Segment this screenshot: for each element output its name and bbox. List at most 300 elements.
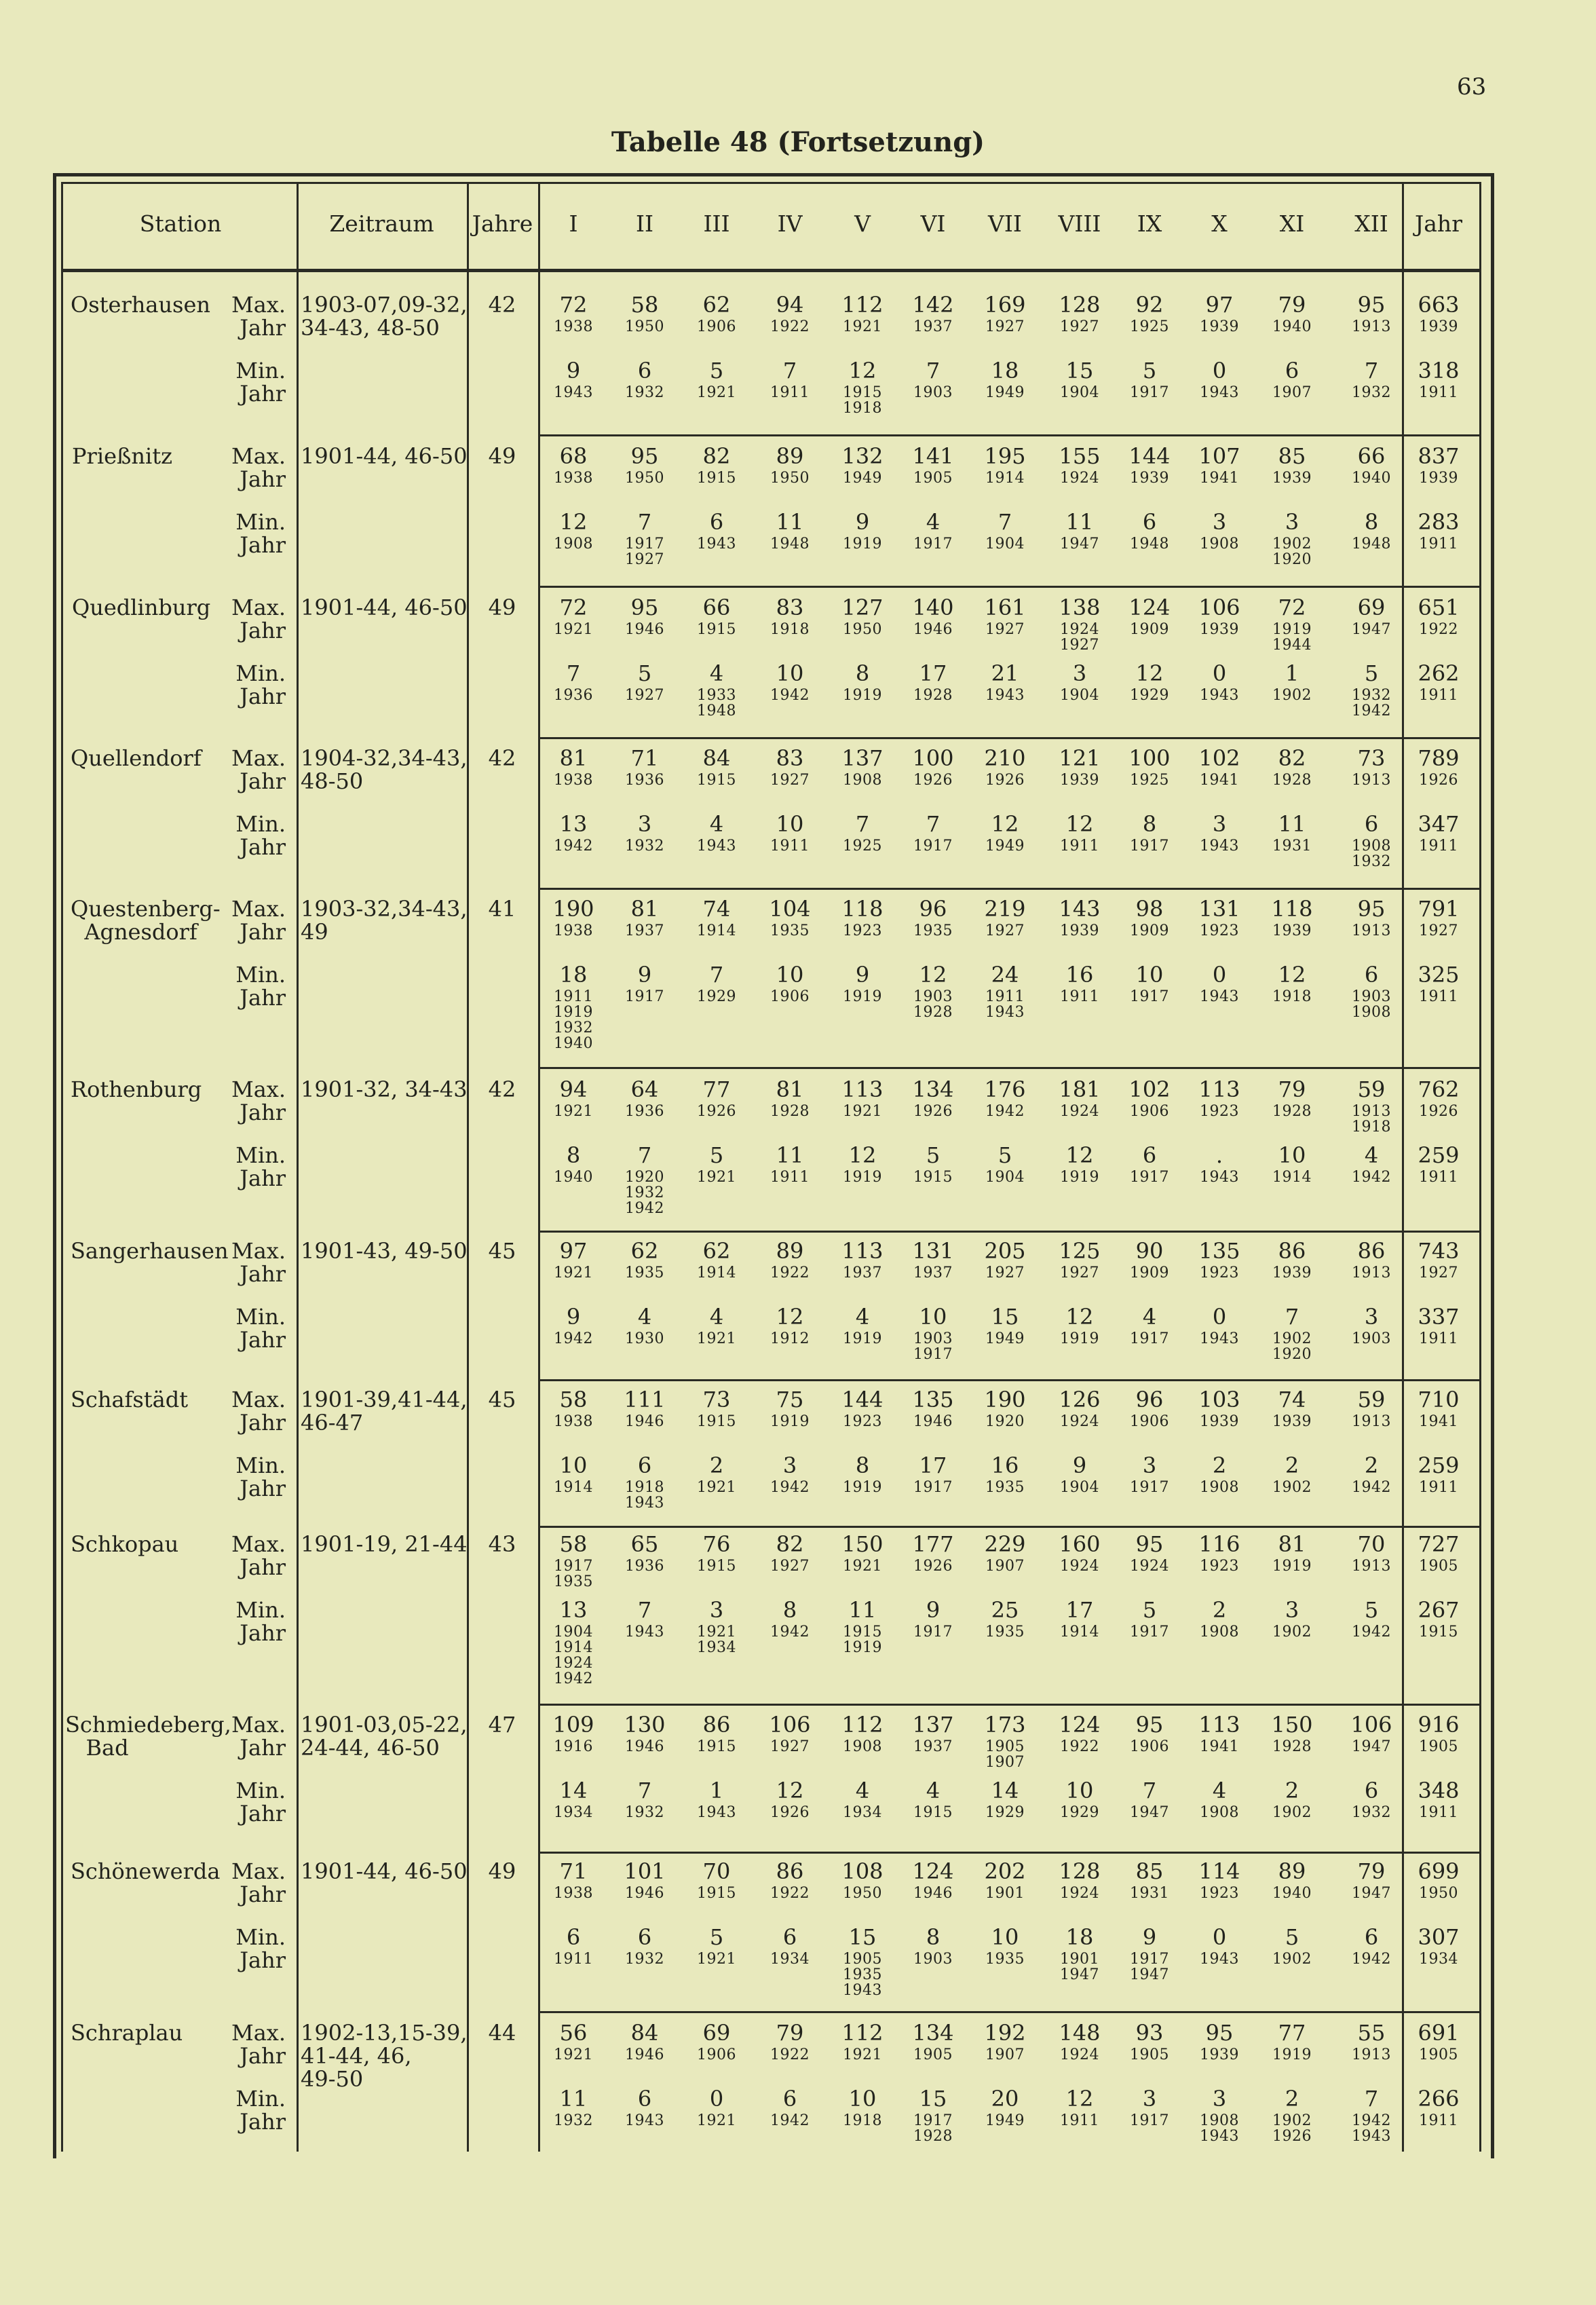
max-value: 150 bbox=[841, 1531, 884, 1557]
max-year: 1915 bbox=[697, 621, 736, 638]
max-value: 89 bbox=[1278, 1858, 1306, 1884]
max-value: 210 bbox=[984, 745, 1026, 771]
max-jahr-label: Jahr bbox=[240, 1735, 286, 1761]
max-year: 1946 bbox=[913, 1413, 953, 1430]
block-separator bbox=[538, 586, 1479, 588]
max-year: 1921 bbox=[843, 2046, 882, 2063]
min-year: 1908 bbox=[554, 536, 593, 552]
min-value: 8 bbox=[926, 1924, 940, 1950]
min-value: 10 bbox=[776, 811, 804, 837]
max-value: 82 bbox=[1278, 745, 1306, 771]
min-value: 4 bbox=[1364, 1142, 1379, 1168]
min-year: 1902 1920 bbox=[1272, 1330, 1312, 1363]
max-year: 1919 bbox=[1272, 2046, 1312, 2063]
min-value: 12 bbox=[1065, 1142, 1094, 1168]
max-year: 1947 bbox=[1352, 621, 1391, 638]
max-value: 789 bbox=[1418, 745, 1460, 771]
min-year: 1911 1919 1932 1940 bbox=[554, 988, 593, 1052]
max-jahr-label: Jahr bbox=[240, 2043, 286, 2069]
min-year: 1917 bbox=[1130, 988, 1169, 1005]
min-label: Min. bbox=[235, 1142, 286, 1168]
max-value: 916 bbox=[1418, 1712, 1460, 1738]
min-value: 3 bbox=[1285, 1597, 1299, 1623]
min-year: 1929 bbox=[1130, 687, 1169, 704]
min-value: 5 bbox=[1364, 1597, 1379, 1623]
min-value: 6 bbox=[1364, 962, 1379, 988]
min-value: 9 bbox=[566, 1304, 581, 1330]
min-jahr-label: Jahr bbox=[240, 381, 286, 407]
max-year: 1921 bbox=[843, 1558, 882, 1575]
table-title: Tabelle 48 (Fortsetzung) bbox=[611, 126, 985, 158]
min-value: . bbox=[1215, 1142, 1223, 1168]
min-year: 1947 bbox=[1130, 1804, 1169, 1821]
max-value: 102 bbox=[1198, 745, 1240, 771]
max-value: 75 bbox=[776, 1387, 804, 1412]
min-year: 1949 bbox=[985, 838, 1025, 855]
min-year: 1902 bbox=[1272, 1479, 1312, 1496]
max-year: 1906 bbox=[1130, 1738, 1169, 1755]
min-value: 3 bbox=[782, 1453, 797, 1478]
min-value: 2 bbox=[1364, 1453, 1379, 1478]
min-year: 1904 bbox=[985, 1169, 1025, 1186]
max-year: 1919 1944 bbox=[1272, 621, 1312, 654]
max-value: 59 bbox=[1357, 1387, 1386, 1412]
table-frame-inner-left bbox=[61, 182, 63, 2152]
min-year: 1907 bbox=[1272, 384, 1312, 401]
min-value: 9 bbox=[855, 509, 870, 535]
min-value: 17 bbox=[1065, 1597, 1094, 1623]
header-ii: II bbox=[635, 210, 654, 237]
max-value: 89 bbox=[776, 1238, 804, 1264]
max-value: 135 bbox=[1198, 1238, 1240, 1264]
max-year: 1921 bbox=[554, 1264, 593, 1281]
max-year: 1946 bbox=[913, 621, 953, 638]
max-value: 160 bbox=[1059, 1531, 1101, 1557]
min-year: 1926 bbox=[770, 1804, 810, 1821]
min-year: 1931 bbox=[1272, 838, 1312, 855]
min-value: 2 bbox=[1285, 1453, 1299, 1478]
max-year: 1915 bbox=[697, 1738, 736, 1755]
max-value: 126 bbox=[1059, 1387, 1101, 1412]
max-year: 1939 bbox=[1272, 1264, 1312, 1281]
min-value: 14 bbox=[559, 1778, 588, 1803]
min-year: 1911 bbox=[1419, 1479, 1458, 1496]
min-value: 8 bbox=[855, 660, 870, 686]
min-year: 1919 bbox=[1060, 1169, 1099, 1186]
min-value: 12 bbox=[991, 811, 1019, 837]
block-separator bbox=[538, 2011, 1479, 2013]
min-value: 4 bbox=[709, 811, 724, 837]
max-value: 58 bbox=[630, 292, 659, 318]
min-year: 1932 bbox=[625, 838, 664, 855]
max-year: 1915 bbox=[697, 772, 736, 789]
min-year: 1911 bbox=[770, 384, 810, 401]
max-value: 95 bbox=[630, 443, 659, 469]
max-value: 82 bbox=[776, 1531, 804, 1557]
min-value: 24 bbox=[991, 962, 1019, 988]
max-value: 141 bbox=[912, 443, 954, 469]
max-year: 1940 bbox=[1272, 318, 1312, 335]
station-name: Osterhausen bbox=[71, 292, 211, 318]
max-value: 663 bbox=[1418, 292, 1460, 318]
max-year: 1919 bbox=[770, 1413, 810, 1430]
min-value: 14 bbox=[991, 1778, 1019, 1803]
header-jahre: Jahre bbox=[472, 210, 533, 237]
min-year: 1933 1948 bbox=[697, 687, 736, 719]
min-value: 3 bbox=[1142, 2086, 1157, 2112]
min-year: 1936 bbox=[554, 687, 593, 704]
min-year: 1911 bbox=[1419, 1804, 1458, 1821]
min-value: 25 bbox=[991, 1597, 1019, 1623]
max-value: 107 bbox=[1198, 443, 1240, 469]
min-value: 9 bbox=[926, 1597, 940, 1623]
min-value: 7 bbox=[1364, 358, 1379, 383]
min-year: 1919 bbox=[843, 687, 882, 704]
max-year: 1939 bbox=[1060, 922, 1099, 939]
max-year: 1924 bbox=[1060, 1103, 1099, 1120]
min-jahr-label: Jahr bbox=[240, 1801, 286, 1826]
max-value: 121 bbox=[1059, 745, 1101, 771]
min-value: 4 bbox=[855, 1778, 870, 1803]
min-value: 3 bbox=[709, 1597, 724, 1623]
max-value: 81 bbox=[776, 1076, 804, 1102]
min-year: 1949 bbox=[985, 1330, 1025, 1347]
max-year: 1950 bbox=[843, 1885, 882, 1902]
min-value: 15 bbox=[919, 2086, 947, 2112]
min-year: 1943 bbox=[1200, 1169, 1239, 1186]
min-value: 4 bbox=[855, 1304, 870, 1330]
max-year: 1923 bbox=[843, 922, 882, 939]
max-year: 1947 bbox=[1352, 1885, 1391, 1902]
max-value: 651 bbox=[1418, 595, 1460, 620]
max-value: 112 bbox=[841, 2020, 884, 2046]
min-value: 12 bbox=[1065, 2086, 1094, 2112]
min-value: 3 bbox=[1212, 811, 1227, 837]
max-value: 113 bbox=[841, 1076, 884, 1102]
min-value: 8 bbox=[1364, 509, 1379, 535]
max-value: 79 bbox=[1357, 1858, 1386, 1884]
max-year: 1927 bbox=[985, 922, 1025, 939]
max-year: 1946 bbox=[913, 1885, 953, 1902]
zeitraum: 1901-32, 34-43 bbox=[301, 1076, 468, 1102]
min-year: 1943 bbox=[1200, 1951, 1239, 1968]
max-year: 1939 bbox=[1200, 318, 1239, 335]
max-value: 229 bbox=[984, 1531, 1026, 1557]
max-value: 142 bbox=[912, 292, 954, 318]
min-year: 1911 bbox=[1419, 536, 1458, 552]
min-year: 1914 bbox=[1060, 1624, 1099, 1641]
max-value: 106 bbox=[1198, 595, 1240, 620]
min-year: 1921 bbox=[697, 1330, 736, 1347]
max-year: 1926 bbox=[1419, 1103, 1458, 1120]
header-x: X bbox=[1211, 210, 1228, 237]
max-year: 1905 bbox=[1419, 1558, 1458, 1575]
min-year: 1942 bbox=[770, 1624, 810, 1641]
min-year: 1943 bbox=[1200, 1330, 1239, 1347]
max-value: 169 bbox=[984, 292, 1026, 318]
min-value: 10 bbox=[848, 2086, 877, 2112]
min-year: 1903 1928 bbox=[913, 988, 953, 1021]
zeitraum: 1902-13,15-39, 41-44, 46, 49-50 bbox=[301, 2020, 468, 2092]
max-value: 83 bbox=[776, 595, 804, 620]
max-value: 691 bbox=[1418, 2020, 1460, 2046]
min-year: 1917 1928 bbox=[913, 2112, 953, 2145]
min-year: 1917 1927 bbox=[625, 536, 664, 568]
min-year: 1934 bbox=[843, 1804, 882, 1821]
max-year: 1937 bbox=[913, 1264, 953, 1281]
min-year: 1921 bbox=[697, 1479, 736, 1496]
max-year: 1924 bbox=[1060, 1885, 1099, 1902]
max-year: 1909 bbox=[1130, 922, 1169, 939]
min-year: 1917 1947 bbox=[1130, 1951, 1169, 1983]
max-year: 1938 bbox=[554, 922, 593, 939]
table-frame-inner-top bbox=[61, 182, 1479, 184]
max-value: 131 bbox=[912, 1238, 954, 1264]
min-value: 11 bbox=[1065, 509, 1094, 535]
min-year: 1943 bbox=[625, 1624, 664, 1641]
min-value: 15 bbox=[848, 1924, 877, 1950]
min-value: 3 bbox=[1212, 2086, 1227, 2112]
max-year: 1950 bbox=[625, 318, 664, 335]
min-year: 1915 bbox=[913, 1804, 953, 1821]
min-year: 1902 bbox=[1272, 1804, 1312, 1821]
min-year: 1943 bbox=[1200, 384, 1239, 401]
max-value: 62 bbox=[630, 1238, 659, 1264]
jahre-count: 42 bbox=[488, 1076, 516, 1102]
max-value: 59 bbox=[1357, 1076, 1386, 1102]
max-year: 1921 bbox=[843, 318, 882, 335]
min-value: 12 bbox=[848, 358, 877, 383]
min-year: 1942 bbox=[554, 838, 593, 855]
header-station: Station bbox=[139, 210, 222, 237]
max-year: 1939 bbox=[1272, 470, 1312, 487]
max-value: 135 bbox=[912, 1387, 954, 1412]
max-value: 83 bbox=[776, 745, 804, 771]
max-jahr-label: Jahr bbox=[240, 466, 286, 492]
max-value: 96 bbox=[919, 896, 947, 922]
max-year: 1913 bbox=[1352, 1413, 1391, 1430]
max-value: 58 bbox=[559, 1531, 588, 1557]
min-year: 1942 1943 bbox=[1352, 2112, 1391, 2145]
min-value: 2 bbox=[709, 1453, 724, 1478]
min-value: 12 bbox=[559, 509, 588, 535]
min-year: 1903 1908 bbox=[1352, 988, 1391, 1021]
max-year: 1913 bbox=[1352, 772, 1391, 789]
max-year: 1923 bbox=[1200, 1103, 1239, 1120]
max-value: 161 bbox=[984, 595, 1026, 620]
min-year: 1911 bbox=[1419, 1169, 1458, 1186]
min-label: Min. bbox=[235, 1304, 286, 1330]
min-value: 259 bbox=[1418, 1453, 1460, 1478]
min-value: 4 bbox=[926, 509, 940, 535]
min-value: 7 bbox=[566, 660, 581, 686]
max-year: 1905 bbox=[913, 2046, 953, 2063]
min-year: 1942 bbox=[1352, 1624, 1391, 1641]
min-jahr-label: Jahr bbox=[240, 1327, 286, 1353]
max-year: 1925 bbox=[1130, 772, 1169, 789]
min-year: 1917 bbox=[913, 838, 953, 855]
max-year: 1926 bbox=[1419, 772, 1458, 789]
station-name: Prießnitz bbox=[72, 443, 172, 469]
min-year: 1943 bbox=[985, 687, 1025, 704]
min-label: Min. bbox=[235, 1778, 286, 1803]
max-label: Max. bbox=[231, 1858, 286, 1884]
min-year: 1943 bbox=[697, 1804, 736, 1821]
max-year: 1939 bbox=[1419, 318, 1458, 335]
max-value: 65 bbox=[630, 1531, 659, 1557]
max-value: 73 bbox=[1357, 745, 1386, 771]
min-value: 307 bbox=[1418, 1924, 1460, 1950]
min-year: 1927 bbox=[625, 687, 664, 704]
max-year: 1935 bbox=[913, 922, 953, 939]
max-year: 1927 bbox=[985, 1264, 1025, 1281]
min-value: 3 bbox=[1142, 1453, 1157, 1478]
max-year: 1905 bbox=[913, 470, 953, 487]
min-year: 1919 bbox=[843, 536, 882, 552]
min-year: 1943 bbox=[625, 2112, 664, 2129]
max-jahr-label: Jahr bbox=[240, 1554, 286, 1580]
min-value: 7 bbox=[782, 358, 797, 383]
min-value: 10 bbox=[1135, 962, 1164, 988]
min-value: 7 bbox=[1285, 1304, 1299, 1330]
max-year: 1923 bbox=[1200, 1264, 1239, 1281]
min-value: 337 bbox=[1418, 1304, 1460, 1330]
max-value: 108 bbox=[841, 1858, 884, 1884]
min-year: 1948 bbox=[1130, 536, 1169, 552]
max-value: 144 bbox=[841, 1387, 884, 1412]
min-value: 5 bbox=[637, 660, 652, 686]
min-year: 1942 bbox=[770, 2112, 810, 2129]
min-value: 9 bbox=[566, 358, 581, 383]
max-year: 1928 bbox=[1272, 772, 1312, 789]
max-year: 1914 bbox=[985, 470, 1025, 487]
station-name: Schafstädt bbox=[71, 1387, 189, 1412]
block-separator bbox=[538, 1379, 1479, 1381]
jahre-count: 41 bbox=[488, 896, 516, 922]
max-year: 1923 bbox=[1200, 1558, 1239, 1575]
min-value: 6 bbox=[566, 1924, 581, 1950]
min-value: 3 bbox=[637, 811, 652, 837]
max-year: 1914 bbox=[697, 1264, 736, 1281]
min-value: 6 bbox=[1142, 509, 1157, 535]
min-value: 7 bbox=[1364, 2086, 1379, 2112]
min-year: 1940 bbox=[554, 1169, 593, 1186]
max-year: 1939 bbox=[1200, 1413, 1239, 1430]
max-value: 79 bbox=[1278, 292, 1306, 318]
min-value: 2 bbox=[1285, 2086, 1299, 2112]
min-value: 12 bbox=[919, 962, 947, 988]
max-year: 1927 bbox=[770, 1738, 810, 1755]
min-value: 5 bbox=[1142, 358, 1157, 383]
max-value: 79 bbox=[776, 2020, 804, 2046]
min-year: 1934 bbox=[770, 1951, 810, 1968]
min-year: 1917 bbox=[913, 536, 953, 552]
zeitraum: 1901-44, 46-50 bbox=[301, 443, 468, 469]
min-value: 10 bbox=[1065, 1778, 1094, 1803]
max-year: 1939 bbox=[1272, 1413, 1312, 1430]
max-year: 1901 bbox=[985, 1885, 1025, 1902]
max-year: 1940 bbox=[1272, 1885, 1312, 1902]
zeitraum: 1901-03,05-22, 24-44, 46-50 bbox=[301, 1712, 468, 1761]
max-value: 102 bbox=[1128, 1076, 1171, 1102]
min-value: 259 bbox=[1418, 1142, 1460, 1168]
max-year: 1915 bbox=[697, 470, 736, 487]
jahre-count: 49 bbox=[488, 1858, 516, 1884]
max-year: 1939 bbox=[1272, 922, 1312, 939]
min-value: 7 bbox=[637, 1778, 652, 1803]
header-xi: XI bbox=[1279, 210, 1305, 237]
min-label: Min. bbox=[235, 1924, 286, 1950]
page-number: 63 bbox=[1457, 73, 1487, 100]
min-value: 3 bbox=[1212, 509, 1227, 535]
max-value: 173 bbox=[984, 1712, 1026, 1738]
min-year: 1932 1942 bbox=[1352, 687, 1391, 719]
min-year: 1917 bbox=[1130, 1479, 1169, 1496]
station-name: Schkopau bbox=[71, 1531, 179, 1557]
header-jahr: Jahr bbox=[1415, 210, 1462, 237]
max-label: Max. bbox=[231, 443, 286, 469]
max-value: 190 bbox=[984, 1387, 1026, 1412]
min-value: 0 bbox=[1212, 358, 1227, 383]
max-value: 112 bbox=[841, 292, 884, 318]
max-year: 1939 bbox=[1200, 2046, 1239, 2063]
min-year: 1932 bbox=[625, 1804, 664, 1821]
max-value: 86 bbox=[1278, 1238, 1306, 1264]
max-year: 1926 bbox=[985, 772, 1025, 789]
max-year: 1927 bbox=[1060, 1264, 1099, 1281]
station-name: Rothenburg bbox=[71, 1076, 202, 1102]
min-value: 0 bbox=[1212, 1304, 1227, 1330]
station-name: Schönewerda bbox=[71, 1858, 221, 1884]
max-jahr-label: Jahr bbox=[240, 1100, 286, 1125]
min-jahr-label: Jahr bbox=[240, 1476, 286, 1501]
max-value: 177 bbox=[912, 1531, 954, 1557]
max-year: 1937 bbox=[625, 922, 664, 939]
max-value: 124 bbox=[1128, 595, 1171, 620]
max-value: 743 bbox=[1418, 1238, 1460, 1264]
min-value: 12 bbox=[776, 1304, 804, 1330]
max-value: 118 bbox=[1271, 896, 1313, 922]
max-value: 86 bbox=[1357, 1238, 1386, 1264]
jahre-count: 49 bbox=[488, 443, 516, 469]
min-value: 13 bbox=[559, 811, 588, 837]
min-value: 5 bbox=[926, 1142, 940, 1168]
max-year: 1908 bbox=[843, 1738, 882, 1755]
min-value: 6 bbox=[637, 2086, 652, 2112]
min-jahr-label: Jahr bbox=[240, 683, 286, 709]
min-value: 13 bbox=[559, 1597, 588, 1623]
min-year: 1904 bbox=[1060, 1479, 1099, 1496]
max-label: Max. bbox=[231, 745, 286, 771]
max-value: 127 bbox=[841, 595, 884, 620]
max-value: 55 bbox=[1357, 2020, 1386, 2046]
min-value: 18 bbox=[559, 962, 588, 988]
min-year: 1919 bbox=[843, 988, 882, 1005]
min-value: 3 bbox=[1364, 1304, 1379, 1330]
max-value: 94 bbox=[776, 292, 804, 318]
max-value: 84 bbox=[630, 2020, 659, 2046]
min-label: Min. bbox=[235, 660, 286, 686]
max-label: Max. bbox=[231, 292, 286, 318]
max-year: 1927 bbox=[1419, 1264, 1458, 1281]
max-year: 1947 bbox=[1352, 1738, 1391, 1755]
max-year: 1909 bbox=[1130, 621, 1169, 638]
min-value: 1 bbox=[1285, 660, 1299, 686]
min-value: 0 bbox=[709, 2086, 724, 2112]
max-value: 118 bbox=[841, 896, 884, 922]
header-viii: VIII bbox=[1058, 210, 1101, 237]
max-value: 69 bbox=[702, 2020, 731, 2046]
